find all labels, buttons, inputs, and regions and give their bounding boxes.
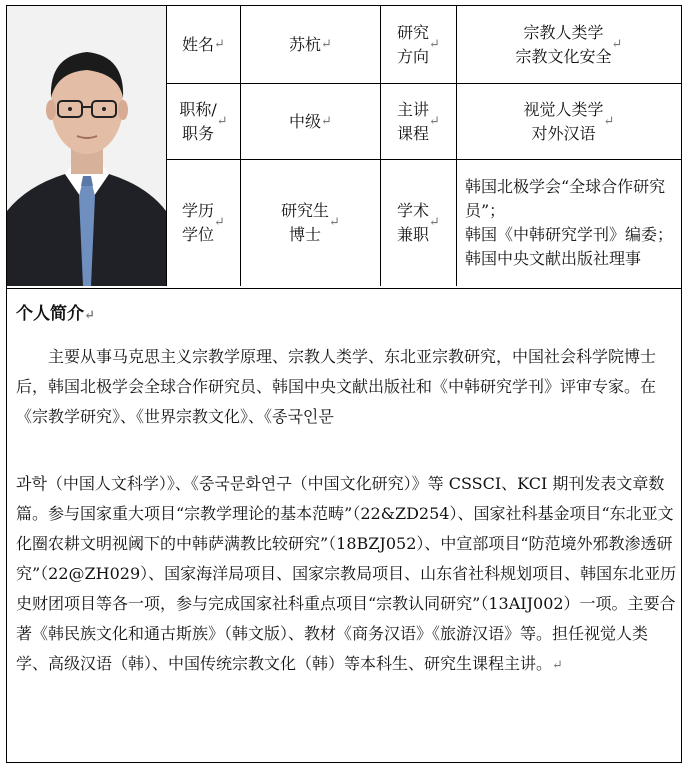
courses-value-cell [457, 84, 681, 160]
paragraph-mark-icon: ↵ [321, 36, 332, 52]
profile-header-row [7, 6, 681, 289]
intro-paragraph-1 [16, 342, 678, 432]
paragraph-mark-icon: ↵ [429, 113, 440, 129]
edu-label-cell [167, 160, 241, 286]
intro-heading [16, 299, 95, 324]
profile-info-grid [167, 6, 681, 286]
paragraph-mark-icon: ↵ [603, 113, 615, 129]
field-label-cell [381, 6, 457, 84]
profile-table [6, 5, 682, 763]
name-value: 苏杭 [289, 34, 322, 54]
name-value-cell [241, 6, 381, 84]
intro-paragraph-1-text: 主要从事马克思主义宗教学原理、宗教人类学、东北亚宗教研究，中国社会科学院博士后，韩国北极学会全球合作研究员、韩国中央文献出版社和《中韩研究学刊》评审专家。在《宗教学研究》、《世界宗教文化》、《종국인문 [16, 347, 657, 426]
courses-label: 主讲 课程 [397, 99, 430, 143]
academic-value-cell [457, 160, 681, 286]
paragraph-mark-icon: ↵ [611, 36, 623, 52]
edu-label: 学历 学位 [182, 201, 215, 244]
paragraph-mark-icon: ↵ [429, 36, 440, 52]
academic-label: 学术 兼职 [397, 201, 430, 244]
paragraph-mark-icon: ↵ [214, 215, 225, 230]
paragraph-mark-icon: ↵ [552, 658, 563, 673]
field-value-cell [457, 6, 681, 84]
paragraph-mark-icon: ↵ [329, 215, 340, 230]
edu-value-cell [241, 160, 381, 286]
academic-label-cell [381, 160, 457, 286]
paragraph-mark-icon: ↵ [214, 36, 225, 52]
field-label: 研究 方向 [397, 22, 430, 66]
academic-value: 韩国北极学会“全球合作研究员”； 韩国《中韩研究学刊》编委； 韩国中央文献出版社理事 [465, 177, 674, 268]
intro-paragraph-2 [16, 469, 678, 681]
title-value-cell [241, 84, 381, 160]
field-value: 宗教人类学 宗教文化安全 [515, 22, 612, 66]
courses-label-cell [381, 84, 457, 160]
portrait-photo [7, 6, 167, 286]
paragraph-mark-icon: ↵ [321, 113, 332, 129]
title-label: 职称/ 职务 [179, 99, 217, 143]
name-label-cell [167, 6, 241, 84]
paragraph-mark-icon: ↵ [429, 215, 440, 230]
paragraph-mark-icon: ↵ [216, 113, 228, 129]
title-label-cell [167, 84, 241, 160]
name-label: 姓名 [182, 34, 215, 54]
paragraph-mark-icon: ↵ [84, 308, 95, 323]
title-value: 中级 [289, 111, 322, 131]
courses-value: 视觉人类学 对外汉语 [523, 99, 604, 143]
intro-heading-text: 个人简介 [16, 304, 84, 324]
edu-value: 研究生 博士 [281, 201, 330, 244]
portrait-image [7, 6, 166, 286]
intro-paragraph-2-text: 과학（中国人文科学）》、《중국문화연구（中国文化研究）》等 CSSCI、KCI 期刊发表文章数篇。参与国家重大项目“宗教学理论的基本范畴”（22&ZD254）、国家社科基金项目“东北亚文化圈农耕文明视阈下的中韩萨满教比较研究”（18BZJ052）、中宣部项目“防范境外邪教渗透研究”（22@ZH029）、国家海洋局项目、国家宗教局项目、山东省社科规划项目、韩国东北亚历史财团项目等各一项，参与完成国家社科重点项目“宗教认同研究”（13AIJ002）一项。主要合著《韩民族文化和通古斯族》（韩文版）、教材《商务汉语》《旅游汉语》等。担任视觉人类学、高级汉语（韩）、中国传统宗教文化（韩）等本科生、研究生课程主讲。 [16, 474, 677, 673]
